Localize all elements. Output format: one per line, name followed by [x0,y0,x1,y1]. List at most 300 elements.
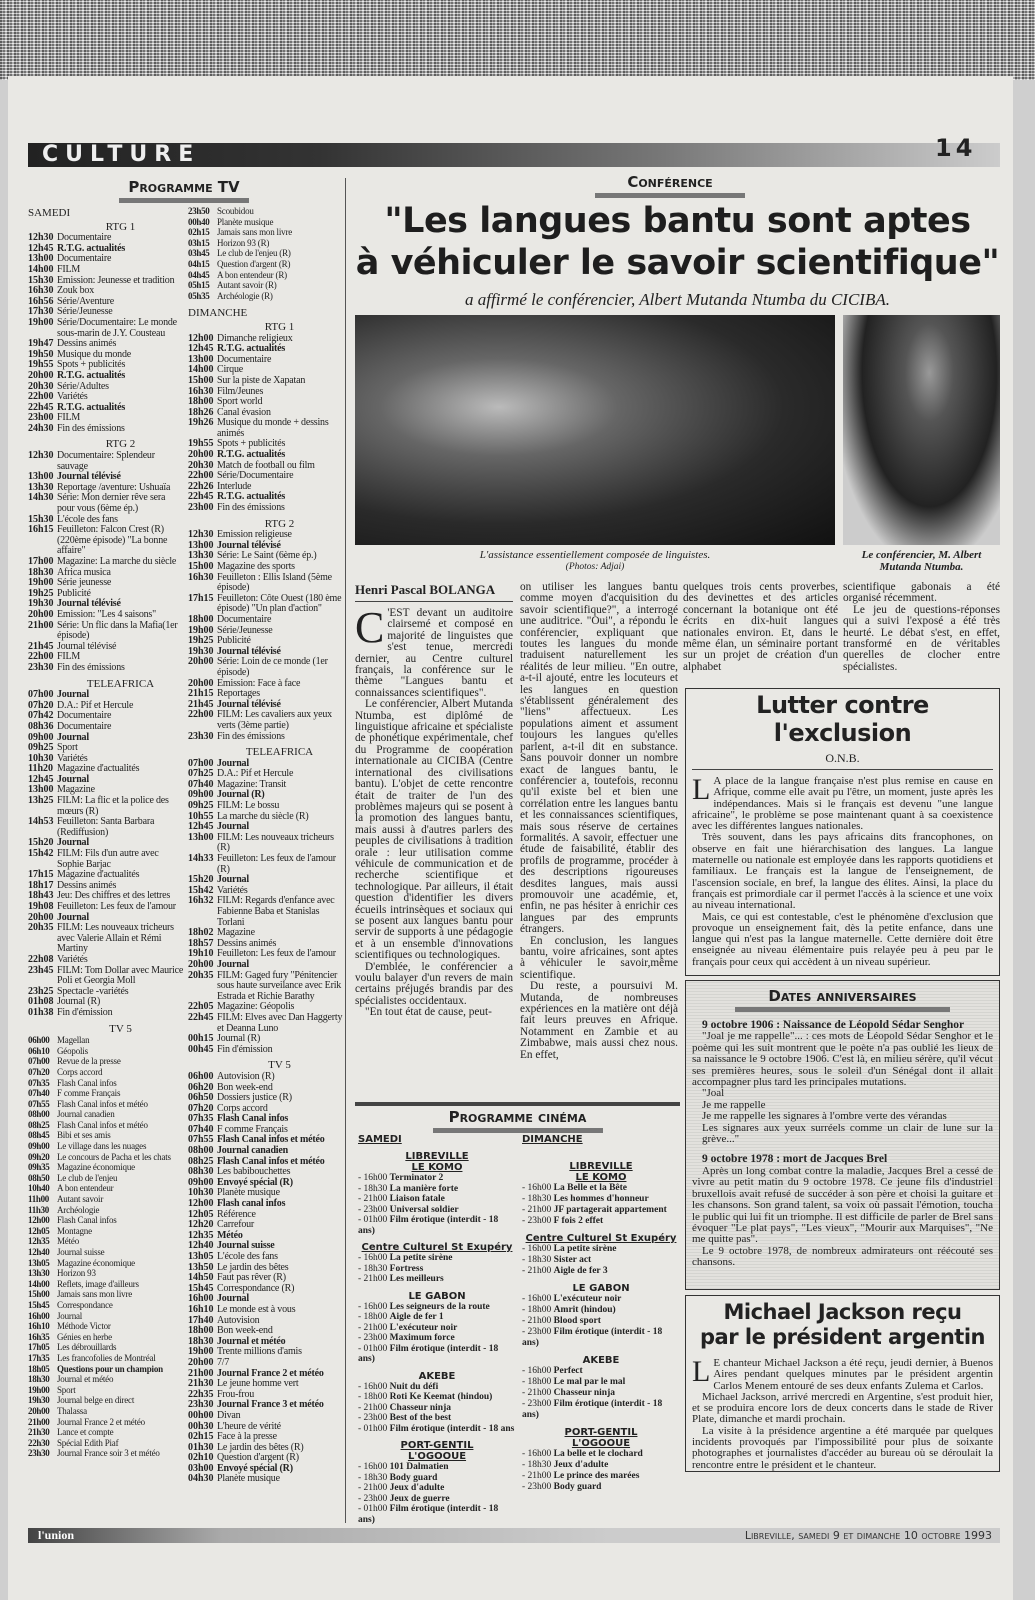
tv-program: Magazine économique [57,1162,135,1173]
tv-program: Le jeune homme vert [217,1378,299,1390]
tv-listing-row [28,1448,185,1459]
poem-line: Je me rappelle [702,1098,766,1111]
tv-listing-row [28,1247,185,1258]
tv-program: Le jardin des bêtes (R) [217,1441,304,1453]
tv-program: Canal évasion [217,406,271,418]
tv-time: 23h00 [28,412,54,424]
tv-time: 08h00 [188,1145,214,1157]
tv-time: 10h30 [188,1187,214,1199]
tv-program: Variétés [57,953,88,965]
tv-time: 19h47 [28,338,54,350]
tv-time: 20h00 [188,677,214,689]
tv-time: 06h50 [188,1092,214,1104]
cinema-showing: - 01h00 Film érotique (interdit - 18 ans [358,1423,515,1434]
tv-program: Flash Canal infos et météo [217,1134,325,1146]
title-underline [735,1007,950,1012]
tv-program: Magazine économique [57,1257,135,1268]
tv-listing-row [188,418,343,439]
tv-listing-row [188,854,343,875]
article-paragraph: Le conférencier, Albert Mutanda Ntumba, est diplômé de linguistique africaine et spécialiste de phonétique expérimentale, chef du Programme de coopération internationale au CICIBA (Centre international des civilisations bantu). L'objet de cette rencontre était de traiter de l'un des problèmes majeurs qui se posent à la promotion des langues bantu, mais aussi à d'autres parlers des peuples de civilisations à tradition orale : leur utilisation comme véhicule de communication et de recherche scientifique et technologique. Par ailleurs, il était question d'identifier les divers écueils intrinsèques et sociaux qui se posent aux langues bantu pour servir de supports à une pédagogie et à un ensemble d'innovations scientifiques ou technologiques. [355,698,513,962]
tv-program: FILM: Les cavaliers aux yeux verts (3ème partie) [217,709,332,731]
tv-time: 07h55 [28,1098,50,1109]
tv-listing-row [28,610,185,621]
tv-time: 02h10 [188,1452,214,1464]
conference-kicker [560,173,780,198]
film-title: Film érotique (interdit - 18 ans) [522,1399,663,1420]
article-paragraph: E chanteur Michael Jackson a été reçu, jeudi dernier, à Buenos Aires pendant quelques minutes par le président argentin Carlos Menem entouré de ses deux enfants Zulema et Carlos. [713,1357,993,1392]
cinema-venue-name: PORT-GENTIL [564,1427,638,1438]
tv-program: Flash Canal infos et météo [57,1098,148,1109]
tv-listing-row [28,318,185,339]
tv-program: Méthode Victor [57,1321,111,1332]
tv-program: Question d'argent (R) [217,258,291,269]
tv-listing-row [188,657,343,678]
film-title: Chasseur ninja [389,1402,451,1413]
film-title: Film érotique (interdit - 18 ans) [358,1215,499,1236]
tv-program: Correspondance (R) [217,1282,295,1294]
tv-time: 16h10 [188,1303,214,1315]
tv-time: 07h20 [188,1102,214,1114]
tv-time: 01h38 [28,1006,54,1018]
tv-channel-name: TV 5 [268,1059,291,1072]
tv-program: Interlude [217,480,252,492]
tv-time: 21h45 [188,698,214,710]
tv-listing-row [28,796,185,817]
tv-listing-row [28,1173,185,1184]
tv-time: 22h00 [28,391,54,403]
cinema-showing: - 18h00 Roti Ke Keemat (hindou) [358,1392,493,1402]
tv-listing-row [188,732,343,743]
tv-program: Corps accord [217,1102,268,1114]
tv-time: 01h08 [28,996,54,1008]
tv-listing-row [28,1008,185,1019]
tv-program: F comme Français [57,1088,121,1099]
tv-channel-name: RTG 1 [264,320,295,333]
tv-program: Reflets, image d'ailleurs [57,1278,139,1289]
tv-listing-row [28,1374,185,1385]
tv-listing-row [28,1385,185,1396]
tv-program: Flash Canal infos et météo [57,1119,148,1130]
tv-program: Journal [57,689,89,701]
tv-listing-row [28,1141,185,1152]
cinema-showing: - 23h00 Jeux de guerre [358,1493,450,1504]
tv-channel-block [188,308,343,513]
tv-time: 18h00 [188,396,214,408]
tv-channel-name: RTG 1 [105,220,136,233]
tv-program: Corps accord [57,1066,103,1077]
film-title: Film érotique (interdit - 18 ans) [358,1343,499,1364]
tv-program: Dessins animés [57,338,117,350]
tv-time: 07h00 [188,757,214,769]
tv-listing-row [28,1130,185,1141]
tv-program: Bibi et ses amis [57,1130,111,1141]
cinema-venue-name: AKEBE [418,1370,456,1382]
tv-program: FILM: Le bossu [217,800,280,812]
tv-time: 19h00 [188,624,214,636]
tv-time: 02h15 [188,227,210,238]
tv-time: 05h35 [188,290,210,301]
tv-program: Film/Jeunes [217,385,264,397]
tv-program: Documentaire [57,232,112,244]
tv-time: 07h00 [28,689,54,701]
cinema-showing: - 16h00 Perfect [522,1366,583,1376]
poem-line: Je me rappelle les signares à l'ombre verte des vérandas [702,1110,947,1123]
tv-program: Questions pour un champion [57,1363,163,1374]
film-title: Amrit (hindou) [553,1305,616,1315]
film-title: Le mal par le mal [553,1377,626,1387]
tv-time: 17h15 [188,592,214,604]
tv-program: Fin des émissions [57,422,125,434]
tv-program: Série: Le Saint (6ème ép.) [217,550,317,562]
film-title: La manière forte [389,1183,459,1194]
tv-time: 00h15 [188,1033,214,1045]
tv-program: Fin des émissions [217,730,285,742]
tv-time: 19h00 [188,1346,214,1358]
tv-program: Feuilleton: Falcon Crest (R) (220ème épisode) "La bonne affaire" [57,524,168,557]
article-paragraph: En conclusion, les langues bantu, voire africaines, sont aptes à véhiculer le savoir,même scientifique. [520,934,678,981]
tv-program: Flash Canal infos [217,1113,289,1125]
tv-time: 06h10 [28,1045,50,1056]
tv-time: 11h00 [28,1194,50,1205]
film-title: Nuit du défi [389,1381,439,1392]
tv-listing-row [188,594,343,615]
cinema-day-label: SAMEDI [358,1134,402,1145]
cinema-venue-name: LE KOMO [575,1172,627,1183]
tv-program: Géopolis [57,1045,88,1056]
jackson-body [692,1355,993,1471]
tv-program: Spectacle -variétés [57,985,129,997]
tv-time: 14h30 [28,492,54,504]
tv-listing-row [188,1411,343,1422]
tv-time: 19h08 [28,901,54,912]
tv-time: 20h00 [188,958,214,970]
tv-time: 23h30 [28,661,54,673]
tv-listing-row [28,1183,185,1194]
tv-program: Documentaire [57,720,112,732]
cinema-title: Programme cinéma [448,1108,587,1126]
tv-program: Reportage /aventure: Ushuaïa [57,481,171,493]
tv-time: 16h30 [188,385,214,397]
tv-program: Spots + publicités [57,359,126,371]
tv-program: Journal [217,821,249,833]
article-headline [355,200,1000,284]
cinema-venue-name: LE GABON [572,1283,630,1294]
tv-time: 10h40 [28,1183,50,1194]
tv-time: 19h30 [28,598,54,610]
article-column-3 [683,582,838,673]
tv-program: L'heure de vérité [217,1420,281,1432]
tv-day-label: DIMANCHE [188,307,248,320]
tv-time: 15h20 [28,837,54,849]
cinema-showing: - 16h00 Les seigneurs de la route [358,1301,490,1312]
exclusion-body [692,773,993,968]
kicker-label: Conférence [627,173,713,191]
title-underline [433,1128,603,1133]
tv-program: Documentaire [57,253,112,265]
tv-program: Journal [57,773,89,785]
tv-program: Publicité [57,587,91,599]
tv-channel-name: TELEAFRICA [245,746,314,759]
tv-program: Magazine: La marche du siècle [57,556,177,567]
tv-time: 08h30 [188,1166,214,1178]
tv-listing-row [28,849,185,870]
cinema-showing: - 23h00 Film érotique (interdit - 18 ans) [522,1327,663,1348]
tv-time: 03h45 [188,248,210,259]
tv-program: Envoyé spécial (R) [217,1462,293,1474]
tv-program: Africa musica [57,566,111,578]
tv-program: Trente millions d'amis [217,1346,302,1358]
article-paragraph: Michael Jackson, arrivé mercredi en Argentine, s'est produit hier, et se produira encore lors de deux concerts dans le stade de River Plate, dimanche et mardi prochain. [692,1390,993,1426]
cinema-header [355,1106,680,1133]
brel-text-end: Le 9 octobre 1978, de nombreux admirateurs ont réécouté ses chansons. [692,1244,993,1269]
tv-program: Magazine d'actualités [57,763,140,775]
caption-text: L'assistance essentiellement composée de linguistes. [479,549,711,561]
tv-program: Archéologie (R) [217,290,273,301]
tv-time: 22h08 [28,953,54,965]
tv-listing-column-1 [28,206,185,1459]
tv-time: 13h25 [28,795,54,807]
drop-cap: L [692,1355,711,1388]
tv-time: 16h00 [188,1293,214,1305]
tv-time: 12h20 [188,1219,214,1231]
tv-listing-row [28,902,185,913]
tv-program: Le concours de Pacha et les chats [57,1151,171,1162]
tv-time: 21h00 [188,1367,214,1379]
cinema-showing: - 01h00 Film érotique (interdit - 18 ans) [358,1215,499,1236]
issue-date: Libreville, samedi 9 et dimanche 10 octobre 1993 [744,1529,992,1542]
tv-program: Flash Canal infos [57,1215,117,1226]
tv-listing-row [188,376,343,387]
tv-program: Bon week-end [217,1325,273,1337]
tv-program: Documentaire [217,353,272,365]
tv-listing-row [188,971,343,1003]
cinema-venue-name: AKEBE [582,1355,620,1366]
tv-program: Journal et météo [57,1374,114,1385]
tv-time: 19h30 [28,1395,50,1406]
poem-line: "Joal [702,1087,725,1100]
cinema-showing: - 16h00 La petite sirène [522,1244,617,1254]
tv-time: 09h25 [188,800,214,812]
tv-time: 16h15 [28,524,54,536]
tv-time: 13h50 [188,1261,214,1273]
tv-time: 20h00 [28,1405,50,1416]
tv-time: 22h30 [28,1437,50,1448]
tv-time: 09h00 [188,789,214,801]
cinema-showing: - 16h00 La petite sirène [358,1253,453,1263]
tv-program: Journal télévisé [217,539,281,551]
tv-time: 00h00 [188,1409,214,1421]
tv-time: 09h00 [28,731,54,743]
tv-listing-row [188,896,343,928]
tv-time: 20h00 [28,911,54,923]
brel-text: Après un long combat contre la maladie, Jacques Brel a cessé de vivre au petit matin du 9 octobre 1978. Ce jeune fils d'industriel bruxellois avait refusé de succéder à son père et choisi la guitare et les chansons. Son grand talent, sa voix où passait l'émotion, toucha le public qui lui fit un triomphe. Il est difficile de parler de Brel sans évoquer "Le plat pays", "Les vieux", "Mourir aux Marquises", "Ne me quitte pas". [692,1164,993,1246]
tv-listing-row [28,1109,185,1120]
tv-listing-row [188,562,343,573]
tv-time: 15h30 [28,513,54,525]
tv-channel-block [188,519,343,742]
tv-time: 13h30 [28,481,54,493]
tv-program: Variétés [57,752,88,764]
tv-listing-row [28,1289,185,1300]
tv-time: 17h35 [28,1352,50,1363]
tv-listing-row [188,206,343,217]
tv-program: Fin des émissions [57,661,125,673]
tv-program: Feuilleton: Les feux de l'amour [217,948,336,960]
cinema-showing: - 16h00 L'exécuteur noir [522,1294,622,1304]
tv-program: FILM: Les nouveaux tricheurs (R) [217,831,334,854]
cinema-showing: - 23h00 Best of the best [358,1413,452,1423]
article-paragraph: Très souvent, dans les pays africains dits francophones, on observe en fait une hiérarchisation des langues. La langue maternelle ou nationale est employée dans les rapports quotidiens et familiaux. Le français est la langue de l'enseignement, de l'ascension sociale, en bref, la langue des élites. Ainsi, la place du français est primordiale car il permet l'accès à la science et une voix au niveau international. [692,831,993,912]
tv-program: Emission religieuse [217,529,292,541]
tv-program: Le jardin des bêtes [217,1261,289,1273]
kicker-underline [595,193,745,198]
film-title: Film érotique (interdit - 18 ans [389,1423,515,1434]
tv-time: 03h15 [188,237,210,248]
tv-program: Autant savoir [57,1194,104,1205]
tv-time: 00h30 [188,1420,214,1432]
tv-program: Autovision [217,1314,260,1326]
tv-program: A bon entendeur (R) [217,269,287,280]
tv-program: Journal [217,958,249,970]
cinema-showing: - 18h30 Fortress [358,1263,424,1274]
tv-time: 21h15 [188,688,214,700]
tv-listing-row [188,238,343,249]
tv-program: Série: Mon dernier rêve sera pour vous (6ème ép.) [57,492,166,515]
page-number: 14 [935,134,977,162]
tv-time: 16h30 [28,285,54,297]
tv-program: L'école des fans [217,1251,278,1262]
tv-time: 11h20 [28,763,54,775]
film-title: Maximum force [389,1333,455,1343]
tv-time: 19h50 [28,348,54,360]
tv-time: 08h00 [28,1109,50,1120]
tv-listing-row [28,557,185,568]
tv-time: 14h50 [188,1272,214,1284]
tv-time: 23h30 [188,1399,214,1411]
cinema-showing: - 18h00 Aigle de fer 1 [358,1312,444,1322]
tv-program: Reportages [217,688,260,700]
tv-program: Zouk box [57,285,95,297]
tv-time: 07h55 [188,1134,214,1146]
tv-program: D.A.: Pif et Hercule [217,768,294,780]
tv-time: 18h26 [188,406,214,418]
tv-program: Envoyé spécial (R) [217,1176,293,1188]
cinema-showing: - 16h00 La belle et le clochard [522,1449,643,1459]
speaker-photo [843,315,1000,545]
cinema-showing: - 18h30 Les hommes d'honneur [522,1194,649,1204]
tv-program: Les francofolies de Montréal [57,1352,156,1363]
tv-listing-row [28,1099,185,1110]
tv-program: Face à la presse [217,1431,277,1443]
tv-time: 14h00 [188,364,214,376]
tv-program: Flash Canal infos [57,1077,117,1088]
tv-time: 17h05 [28,1342,50,1353]
tv-time: 18h30 [188,1335,214,1347]
tv-time: 20h35 [188,969,214,981]
cinema-showing: - 18h00 Le mal par le mal [522,1377,626,1387]
article-column-4 [843,582,1000,673]
cinema-showing: - 23h00 Film érotique (interdit - 18 ans) [522,1399,663,1420]
cinema-showing: - 21h00 Aigle de fer 3 [522,1266,608,1276]
tv-listing-row [188,270,343,281]
section-title: CULTURE [42,142,201,167]
article-paragraph: Mais, ce qui est contestable, c'est le phénomène d'exclusion que provoque un enseignement fait, dès la petite enfance, dans une langue qui n'est pas la langue maternelle. Cette dernière doit être enseignée au niveau élémentaire puis relayée peu à peu par le français pour ceux qui accèdent à un niveau supérieur. [692,910,993,968]
tv-time: 13h00 [28,471,54,483]
newspaper-logo: l'union [38,1528,75,1542]
tv-time: 11h30 [28,1204,50,1215]
page-footer [28,1528,1000,1543]
article-paragraph: Du reste, a poursuivi M. Mutanda, de nombreuses expériences en la matière ont déjà fait leurs preuves en Afrique. Notamment en Zambie et au Zimbabwe, mais aussi chez nous. En effet, [520,980,678,1061]
tv-program: Journal (R) [217,1033,261,1045]
tv-channel-block [188,747,343,1055]
tv-program: Horizon 93 [57,1268,96,1279]
tv-program: Documentaire [217,613,272,625]
tv-time: 22h00 [28,651,54,663]
tv-program: Journal canadien [217,1145,288,1157]
tv-time: 21h30 [28,1427,50,1438]
tv-time: 13h05 [188,1251,214,1262]
tv-time: 09h00 [28,1141,50,1152]
tv-time: 12h45 [188,821,214,833]
tv-program: Thalassa [57,1405,87,1416]
tv-channel-name: RTG 2 [264,517,295,530]
tv-time: 23h50 [188,206,210,216]
article-subtitle: a affirmé le conférencier, Albert Mutanda Ntumba du CICIBA. [465,290,890,309]
tv-program: Feuilleton: Les feux de l'amour [57,901,176,912]
tv-program: Journal France 2 et météo [217,1367,324,1379]
tv-program: FILM: Regards d'enfance avec Fabienne Baba et Stanislas Torlani [217,895,335,928]
tv-program: Dessins animés [57,879,117,891]
tv-program: Sport [57,742,78,754]
tv-program: Journal France 3 et météo [217,1399,324,1411]
tv-program: Montagne [57,1225,92,1236]
tv-listing-row [28,265,185,276]
tv-programme-title: Programme TV [128,178,240,196]
tv-time: 19h00 [28,577,54,589]
tv-time: 15h30 [28,274,54,286]
cinema-venue-name: L'OGOOUE [571,1438,631,1449]
cinema-venue-name: L'OGOOUE [407,1451,467,1462]
film-title: Jeux d'adulte [553,1460,609,1470]
tv-program: F comme Français [217,1123,288,1135]
headline-line-2: par le président argentin [700,1325,985,1349]
tv-program: Le club de l'enjeu (R) [217,248,291,259]
tv-program: Série/Documentaire: Le monde sous-marin de J.Y. Cousteau [57,316,177,339]
tv-time: 07h25 [188,768,214,780]
tv-program: Fin d'émission [57,1006,113,1018]
tv-listing-row [188,710,343,731]
cinema-venue-name: LIBREVILLE [569,1161,633,1172]
film-title: L'exécuteur noir [389,1322,458,1333]
tv-time: 05h15 [188,280,210,291]
tv-time: 07h20 [28,1066,50,1077]
cinema-venue-name: LIBREVILLE [405,1151,469,1162]
tv-time: 09h35 [28,1162,50,1173]
tv-program: R.T.G. actualités [57,401,126,413]
tv-program: Les débrouillards [57,1342,117,1353]
cinema-showing: - 23h00 Body guard [522,1482,602,1492]
tv-time: 18h17 [28,879,54,891]
headline-line-2: à véhiculer le savoir scientifique" [355,243,1000,283]
tv-time: 22h26 [188,480,214,492]
tv-listing-row [188,1013,343,1034]
tv-program: Série/Adultes [57,380,109,392]
tv-listing-row [28,966,185,987]
senghor-poem [692,1088,993,1145]
tv-program: Emission: Face à face [217,677,301,689]
tv-listing-row [28,1321,185,1332]
film-title: Body guard [389,1472,438,1483]
